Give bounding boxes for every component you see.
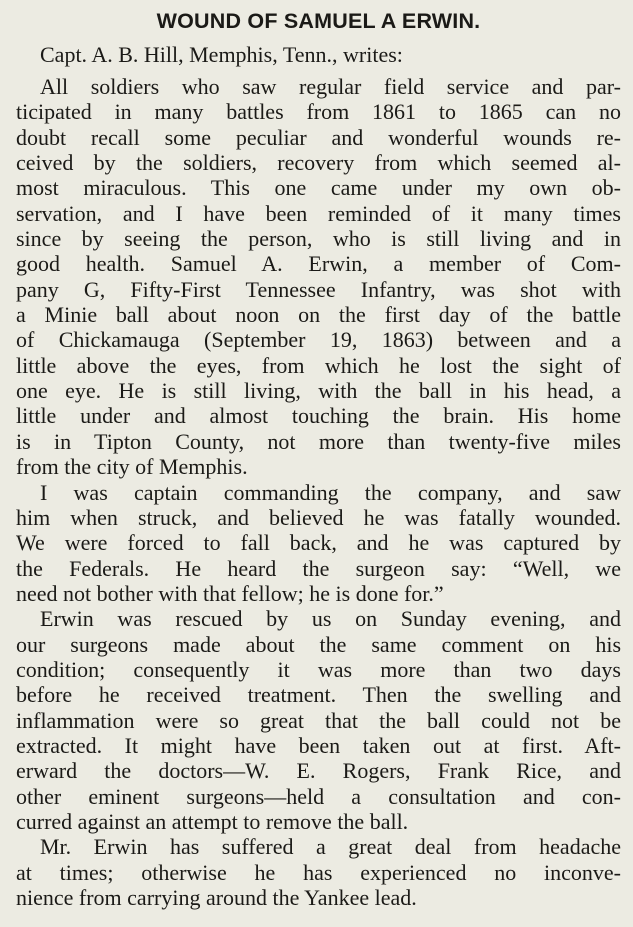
text-line: our surgeons made about the same comment on his <box>16 631 621 657</box>
text-line: since by seeing the person, who is still living and in <box>16 226 621 252</box>
text-line: nience from carrying around the Yankee lead. <box>16 885 417 910</box>
text-line: of Chickamauga (September 19, 1863) between and a <box>16 327 621 353</box>
text-line: most miraculous. This one came under my own ob- <box>16 175 621 201</box>
text-line: the Federals. He heard the surgeon say: “Well, we <box>16 555 621 581</box>
text-line: other eminent surgeons—held a consultation and con- <box>16 783 621 809</box>
text-line: a Minie ball about noon on the first day of the battle <box>16 302 621 328</box>
paragraph-3 <box>16 606 621 834</box>
article-byline: Capt. A. B. Hill, Memphis, Tenn., writes: <box>40 42 403 67</box>
text-line: curred against an attempt to remove the ball. <box>16 808 409 834</box>
text-line: little under and almost touching the brain. His home <box>16 403 621 429</box>
text-line: inflammation were so great that the ball could not be <box>16 707 621 733</box>
text-line: good health. Samuel A. Erwin, a member of Com- <box>16 251 621 277</box>
text-line: need not bother with that fellow; he is done for.” <box>16 580 444 606</box>
text-line: ticipated in many battles from 1861 to 1865 can no <box>16 99 621 125</box>
paragraph-4 <box>16 834 621 910</box>
text-line: condition; consequently it was more than two days <box>16 656 621 682</box>
text-line: him when struck, and believed he was fatally wounded. <box>16 504 621 530</box>
text-line: pany G, Fifty-First Tennessee Infantry, was shot with <box>16 276 621 302</box>
paragraph-2 <box>16 480 621 607</box>
text-line: doubt recall some peculiar and wonderful wounds re- <box>16 124 621 150</box>
text-line: one eye. He is still living, with the ball in his head, a <box>16 378 621 404</box>
text-line: before he received treatment. Then the swelling and <box>16 682 621 708</box>
text-line: erward the doctors—W. E. Rogers, Frank Rice, and <box>16 758 621 784</box>
text-line: little above the eyes, from which he lost the sight of <box>16 352 621 378</box>
text-line: extracted. It might have been taken out at first. Aft- <box>16 732 621 758</box>
text-line: We were forced to fall back, and he was captured by <box>16 530 621 556</box>
text-line: from the city of Memphis. <box>16 454 248 480</box>
text-line: Mr. Erwin has suffered a great deal from headache <box>40 834 621 860</box>
article <box>16 8 621 910</box>
text-line: All soldiers who saw regular field service and par- <box>40 74 621 99</box>
text-line: servation, and I have been reminded of it many times <box>16 200 621 226</box>
text-line: ceived by the soldiers, recovery from which seemed al- <box>16 150 621 176</box>
text-line: I was captain commanding the company, and saw <box>40 479 621 505</box>
text-line: Erwin was rescued by us on Sunday evening, and <box>40 606 621 632</box>
text-line: at times; otherwise he has experienced no inconve- <box>16 859 621 885</box>
paragraph-1 <box>16 74 621 480</box>
article-headline: WOUND OF SAMUEL A ERWIN. <box>156 9 481 33</box>
text-line: is in Tipton County, not more than twenty-five miles <box>16 428 621 454</box>
